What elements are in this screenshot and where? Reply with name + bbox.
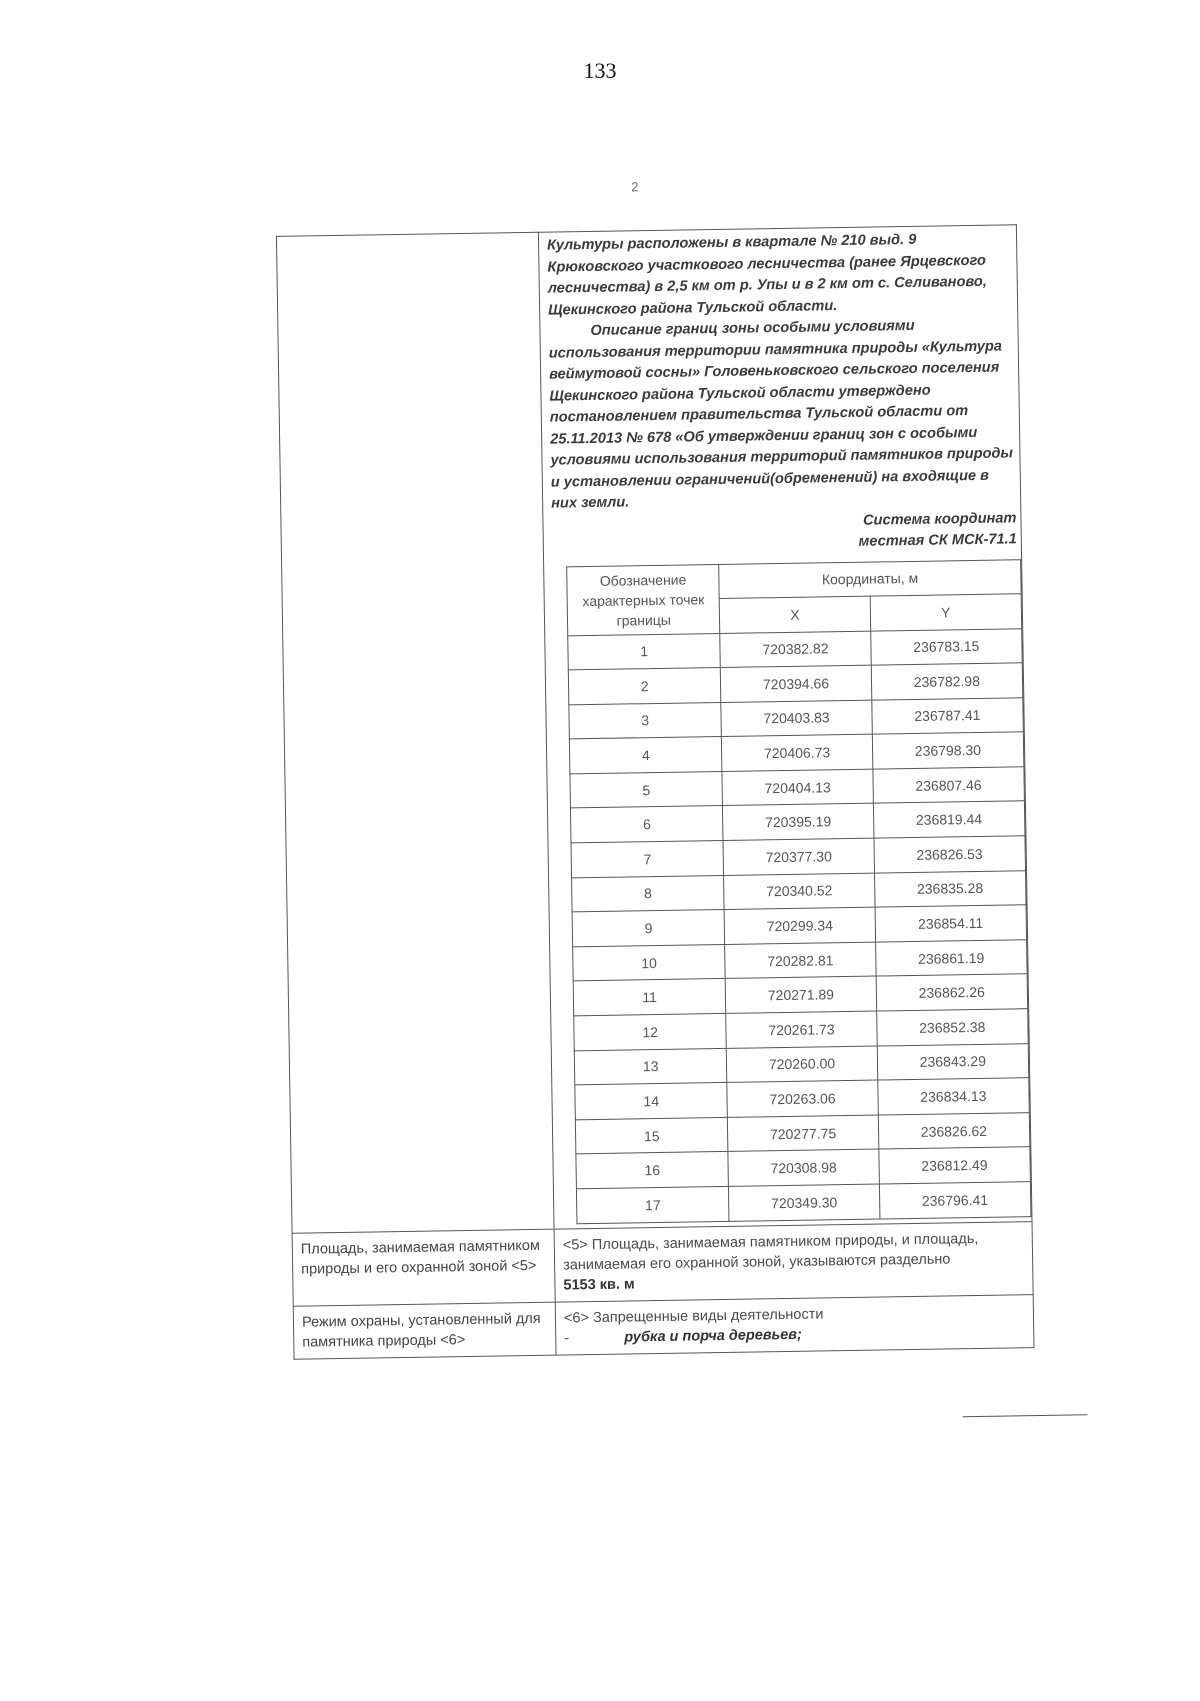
y-coordinate-cell: 236782.98 (871, 663, 1023, 700)
point-number-cell: 8 (572, 875, 725, 912)
coords-body (568, 628, 1031, 1223)
x-coordinate-cell: 720394.66 (721, 665, 872, 702)
coordinates-header: Координаты, м (719, 559, 1021, 598)
area-row (292, 1221, 1033, 1306)
point-number-cell: 6 (570, 806, 723, 843)
y-coordinate-cell: 236783.15 (870, 628, 1022, 665)
area-note: <5> Площадь, занимаемая памятником природы, и площадь, занимаемая его охранной зоной, указываются раздельно (562, 1230, 979, 1274)
x-coordinate-cell: 720308.98 (728, 1149, 879, 1186)
location-row (276, 225, 1032, 1233)
location-content-cell (538, 225, 1032, 1229)
boundary-description-paragraph: Описание границ зоны особыми условиями использования территории памятника природы «Культура веймутовой сосны» Головеньковского сельского поселения Щекинского района Тульской области утверждено постановлением правительства Тульской области от 25.11.2013 № 678 «Об утверждении границ зон с особыми условиями использования территорий памятников природы и установлении ограничений(обременений) на входящие в них земли. (548, 317, 1014, 512)
point-number-cell: 17 (576, 1186, 729, 1223)
point-number-cell: 1 (568, 633, 721, 670)
coordinate-system-line-2: местная СК МСК-71.1 (858, 531, 1017, 550)
location-paragraph: Культуры расположены в квартале № 210 выд. 9 Крюковского участкового лесничества (ранее Ярцевского лесничества) в 2,5 км от р. Упы и в 2 км от с. Селиваново, Щекинского района Тульской области. (546, 231, 987, 319)
protection-content-cell (555, 1294, 1034, 1355)
x-coordinate-cell: 720261.73 (726, 1011, 877, 1048)
protection-note-block (556, 1295, 1034, 1354)
y-coordinate-cell: 236798.30 (872, 732, 1024, 769)
y-coordinate-cell: 236787.41 (871, 697, 1023, 734)
boundary-coordinates-table (566, 559, 1031, 1224)
area-label-cell (292, 1229, 555, 1306)
protection-row (293, 1294, 1034, 1359)
y-coordinate-cell: 236826.53 (874, 836, 1026, 873)
area-value: 5153 кв. м (563, 1275, 635, 1294)
y-coordinate-cell: 236835.28 (874, 870, 1026, 907)
location-label-cell (276, 232, 554, 1233)
point-number-cell: 2 (568, 668, 721, 705)
area-content-cell (554, 1221, 1033, 1301)
y-coordinate-cell: 236861.19 (875, 940, 1027, 977)
coordinate-system-label (551, 508, 1019, 558)
point-number-cell: 13 (574, 1048, 727, 1085)
point-number-cell: 7 (571, 841, 724, 878)
x-coordinate-cell: 720340.52 (724, 873, 875, 910)
y-coordinate-cell: 236834.13 (877, 1078, 1029, 1115)
point-number-cell: 9 (572, 910, 725, 947)
inner-page-number: 2 (631, 179, 639, 195)
point-number-cell: 14 (575, 1083, 728, 1120)
point-number-cell: 10 (573, 944, 726, 981)
x-coordinate-cell: 720406.73 (722, 734, 873, 771)
y-coordinate-cell: 236862.26 (876, 974, 1028, 1011)
location-description (539, 225, 1021, 558)
x-coordinate-cell: 720263.06 (727, 1080, 878, 1117)
point-number-cell: 5 (570, 771, 723, 808)
y-header: Y (870, 594, 1022, 631)
point-number-cell: 3 (569, 702, 722, 739)
y-coordinate-cell: 236826.62 (878, 1112, 1030, 1149)
area-note-block (555, 1222, 1033, 1301)
x-coordinate-cell: 720395.19 (723, 804, 874, 841)
restriction-dash: - (564, 1330, 570, 1347)
y-coordinate-cell: 236852.38 (876, 1009, 1028, 1046)
point-number-cell: 11 (573, 979, 726, 1016)
page-number: 133 (583, 58, 617, 83)
y-coordinate-cell: 236812.49 (879, 1147, 1031, 1184)
y-coordinate-cell: 236854.11 (875, 905, 1027, 942)
area-label: Площадь, занимаемая памятником природы и его охранной зоной <5> (300, 1237, 540, 1278)
x-coordinate-cell: 720299.34 (724, 907, 875, 944)
y-coordinate-cell: 236807.46 (873, 767, 1025, 804)
y-coordinate-cell: 236843.29 (877, 1043, 1029, 1080)
point-number-cell: 4 (569, 737, 722, 774)
y-coordinate-cell: 236819.44 (873, 801, 1025, 838)
point-number-cell: 16 (576, 1152, 729, 1189)
x-coordinate-cell: 720382.82 (720, 631, 871, 668)
coords-row (576, 1182, 1030, 1224)
protection-label-cell (293, 1302, 556, 1359)
point-number-cell: 12 (574, 1013, 727, 1050)
coordinate-system-line-1: Система координат (862, 509, 1017, 529)
x-coordinate-cell: 720271.89 (725, 977, 876, 1014)
protection-label: Режим охраны, установленный для памятника природы <6> (301, 1310, 541, 1351)
natural-monument-table (276, 224, 1035, 1359)
protection-note: <6> Запрещенные виды деятельности (563, 1306, 824, 1327)
x-coordinate-cell: 720277.75 (728, 1115, 879, 1152)
x-coordinate-cell: 720377.30 (723, 838, 874, 875)
x-coordinate-cell: 720260.00 (727, 1046, 878, 1083)
x-coordinate-cell: 720349.30 (729, 1184, 880, 1221)
point-number-cell: 15 (575, 1117, 728, 1154)
restriction-text: рубка и порча деревьев; (624, 1326, 802, 1346)
x-coordinate-cell: 720403.83 (721, 700, 872, 737)
x-coordinate-cell: 720282.81 (725, 942, 876, 979)
x-coordinate-cell: 720404.13 (722, 769, 873, 806)
x-header: X (720, 596, 871, 633)
point-header: Обозначение характерных точек границы (567, 564, 720, 635)
y-coordinate-cell: 236796.41 (879, 1182, 1031, 1219)
footnote-separator-line (963, 1414, 1088, 1417)
